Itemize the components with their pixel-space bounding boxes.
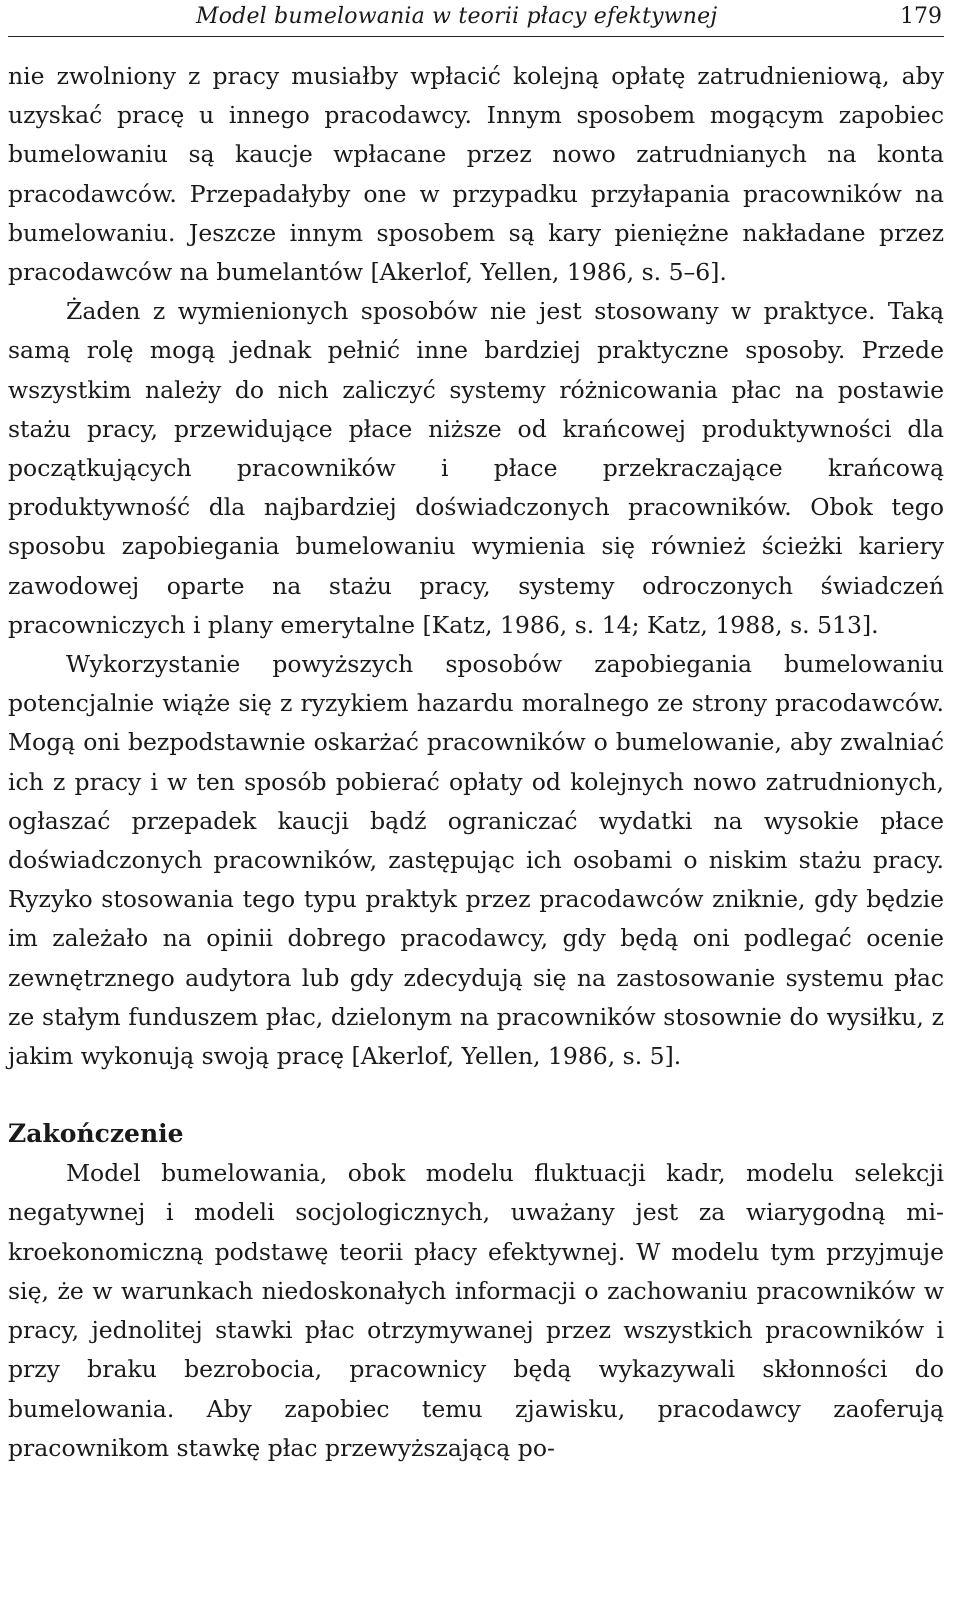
paragraph: Wykorzystanie powyższych sposobów zapobiegania bumelowaniu potencjalnie wiąże się z ryzykiem hazardu moralnego ze strony pracodawców. Mogą oni bezpodstawnie oskarżać pracowników o bumelowanie, aby zwalniać ich z pracy i w ten sposób pobierać opłaty od kolejnych nowo zatrudnionych, ogłaszać przepadek kaucji bądź ograniczać wydatki na wysokie płace doświadczonych pracowników, zastępując ich osobami o niskim stażu pracy. Ryzyko stosowania tego typu praktyk przez pracodawców zniknie, gdy będzie im zależało na opinii dobrego pracodawcy, gdy będą oni podlegać ocenie zewnętrznego audytora lub gdy zdecydują się na zastosowanie systemu płac ze stałym funduszem płac, dzielonym na pracowników stosownie do wysiłku, z jakim wykonują swoją pracę [Akerlof, Yellen, 1986, s. 5]. xyxy=(8,650,944,1071)
paragraph: nie zwolniony z pracy musiałby wpłacić kolejną opłatę zatrudnieniową, aby uzyskać pracę u innego pracodawcy. Innym sposobem mogącym zapobiec bumelowaniu są kaucje wpłacane przez nowo zatrudnianych na konta pracodawców. Przepadałyby one w przypadku przyłapania pracowników na bumelowaniu. Jeszcze innym sposobem są kary pieniężne nakładane przez pracodawców na bumelantów [Akerlof, Yellen, 1986, s. 5–6]. xyxy=(8,62,944,287)
paragraph: Model bumelowania, obok modelu fluktuacji kadr, modelu selekcji negatywnej i modeli socjologicznych, uważany jest za wiarygodną mikroekonomiczną podstawę teorii płacy efektywnej. W modelu tym przyjmuje się, że w warunkach niedoskonałych informacji o zachowaniu pracowników w pracy, jednolitej stawki płac otrzymywanej przez wszystkich pracowników i przy braku bezrobocia, pracownicy będą wykazywali skłonności do bumelowania. Aby zapobiec temu zjawisku, pracodawcy zaoferują pracownikom stawkę płac przewyższającą po- xyxy=(8,1159,944,1462)
section-heading: Zakończenie xyxy=(8,1119,184,1149)
page-number: 179 xyxy=(900,4,942,29)
paragraph: Żaden z wymienionych sposobów nie jest stosowany w praktyce. Taką samą rolę mogą jednak pełnić inne bardziej praktyczne sposoby. Przede wszystkim należy do nich zaliczyć systemy różnicowania płac na postawie stażu pracy, przewidujące płace niższe od krańcowej produktywności dla początkujących pracowników i płace przekraczające krańcową produktywność dla najbardziej doświadczonych pracowników. Obok tego sposobu zapobiegania bumelowaniu wymienia się również ścieżki kariery zawodowej oparte na stażu pracy, systemy odroczonych świadczeń pracowniczych i plany emerytalne [Katz, 1986, s. 14; Katz, 1988, s. 513]. xyxy=(8,297,944,639)
running-header xyxy=(8,0,944,37)
body-text xyxy=(8,57,944,1468)
running-title: Model bumelowania w teorii płacy efektywnej xyxy=(196,4,718,29)
